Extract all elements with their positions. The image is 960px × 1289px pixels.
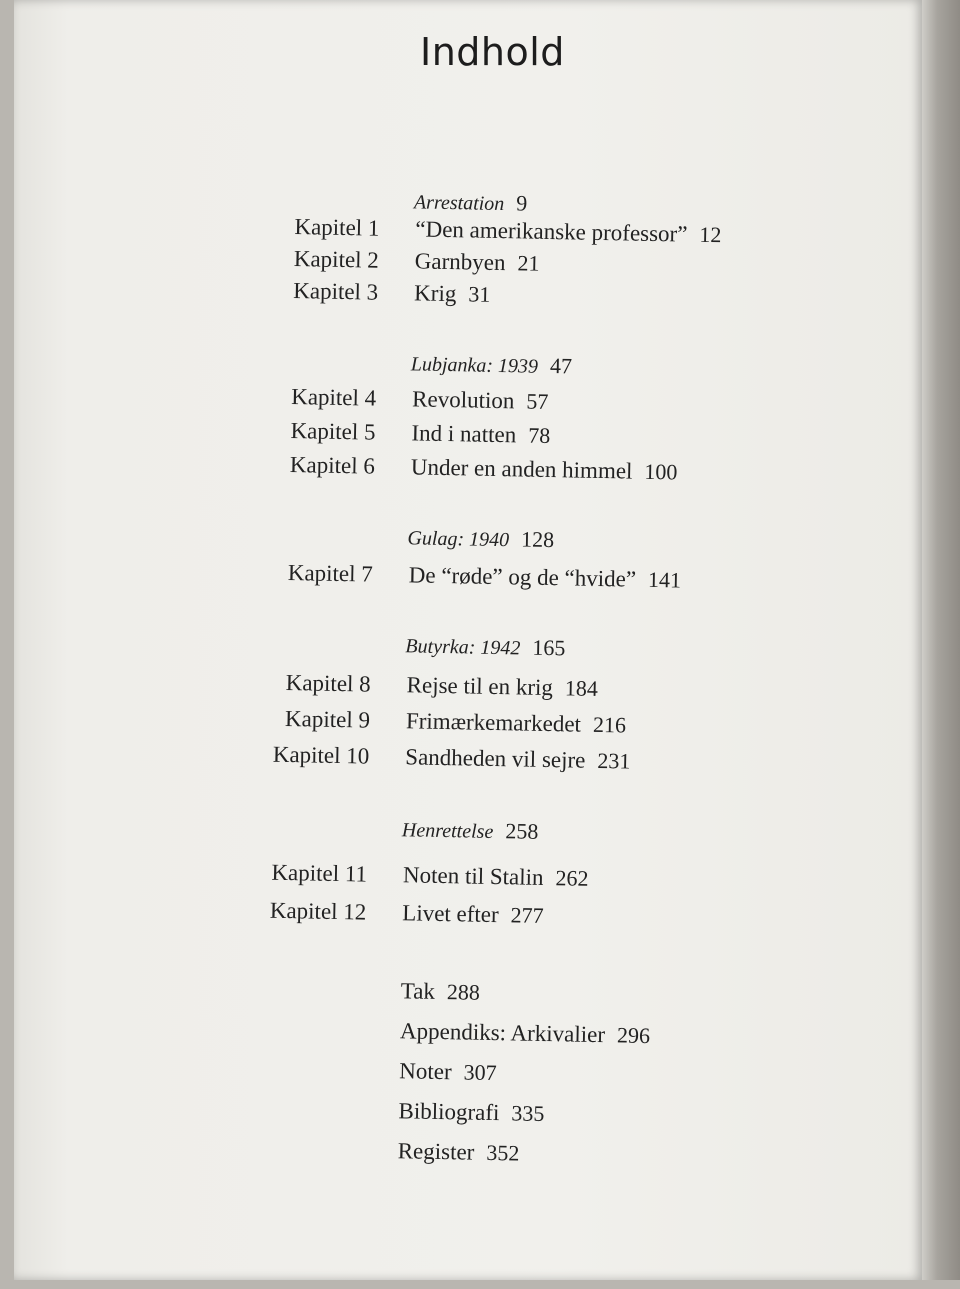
- chapter-title: Livet efter: [402, 900, 499, 928]
- entry-title: Tak: [400, 978, 436, 1004]
- chapter-label: Kapitel 9: [284, 705, 371, 733]
- page-number: 277: [510, 902, 544, 928]
- part-title: Arrestation: [413, 191, 505, 216]
- part-title: Henrettelse: [401, 819, 494, 843]
- page-number: 184: [564, 675, 599, 701]
- page-number: 288: [446, 979, 481, 1005]
- part-entry: [411, 350, 573, 379]
- chapter-title: Noten til Stalin: [402, 862, 544, 890]
- page-number: 21: [517, 250, 540, 276]
- chapter-label: Kapitel 1: [294, 214, 380, 241]
- back-matter-entry: [398, 1098, 544, 1127]
- chapter-title: Under en anden himmel: [410, 454, 633, 484]
- chapter-title: Frimærkemarkedet: [405, 708, 582, 737]
- chapter-title: Garnbyen: [414, 248, 506, 276]
- chapter-label: Kapitel 4: [290, 384, 377, 411]
- page-number: 352: [486, 1139, 520, 1166]
- page-number: 57: [526, 388, 549, 414]
- chapter-label: Kapitel 6: [289, 452, 376, 479]
- chapter-label: Kapitel 12: [269, 897, 367, 925]
- entry-title: Noter: [399, 1058, 452, 1085]
- page-number: 258: [505, 818, 539, 844]
- page-number: 78: [528, 422, 551, 449]
- entry-title: Appendiks: Arkivalier: [399, 1018, 606, 1048]
- entry-title: Register: [397, 1138, 475, 1165]
- chapter-label: Kapitel 2: [293, 246, 380, 273]
- page-number: 12: [699, 221, 722, 248]
- page-number: 307: [463, 1059, 497, 1086]
- part-entry: [407, 524, 554, 553]
- page-number: 141: [647, 566, 682, 593]
- chapter-label: Kapitel 11: [271, 859, 368, 887]
- page-number: 31: [468, 281, 491, 307]
- chapter-label: Kapitel 5: [290, 418, 376, 445]
- page-title: Indhold: [420, 30, 565, 74]
- chapter-title: Sandheden vil sejre: [405, 744, 586, 773]
- part-title: Lubjanka: 1939: [410, 353, 539, 378]
- entry-title: Bibliografi: [398, 1098, 500, 1126]
- part-entry: [414, 188, 528, 216]
- page-number: 296: [616, 1022, 651, 1049]
- page-number: 262: [555, 865, 589, 891]
- back-matter-entry: [397, 1138, 519, 1166]
- page-number: 335: [511, 1100, 545, 1127]
- back-matter-entry: [401, 978, 481, 1006]
- chapter-label: Kapitel 10: [272, 741, 370, 769]
- chapter-title: Rejse til en krig: [406, 672, 554, 701]
- chapter-label: Kapitel 8: [285, 669, 371, 697]
- part-title: Gulag: 1940: [407, 527, 510, 552]
- part-entry: [402, 816, 539, 845]
- back-matter-entry: [400, 1018, 650, 1049]
- page-number: 216: [592, 711, 627, 738]
- chapter-title: Revolution: [411, 386, 515, 414]
- part-entry: [405, 632, 565, 661]
- part-title: Butyrka: 1942: [405, 635, 521, 660]
- page-number: 231: [597, 747, 631, 774]
- chapter-title: “Den amerikanske professor”: [415, 216, 688, 247]
- chapter-title: Ind i natten: [411, 420, 517, 448]
- chapter-label: Kapitel 7: [287, 559, 374, 587]
- back-matter-entry: [399, 1058, 497, 1086]
- page-number: 128: [520, 526, 555, 553]
- chapter-title: De “røde” og de “hvide”: [408, 562, 637, 592]
- page-number: 47: [549, 352, 573, 379]
- chapter-title: Krig: [413, 280, 457, 307]
- page-number: 9: [516, 190, 528, 216]
- chapter-label: Kapitel 3: [293, 278, 379, 305]
- page-number: 100: [644, 458, 678, 485]
- page-number: 165: [532, 634, 566, 661]
